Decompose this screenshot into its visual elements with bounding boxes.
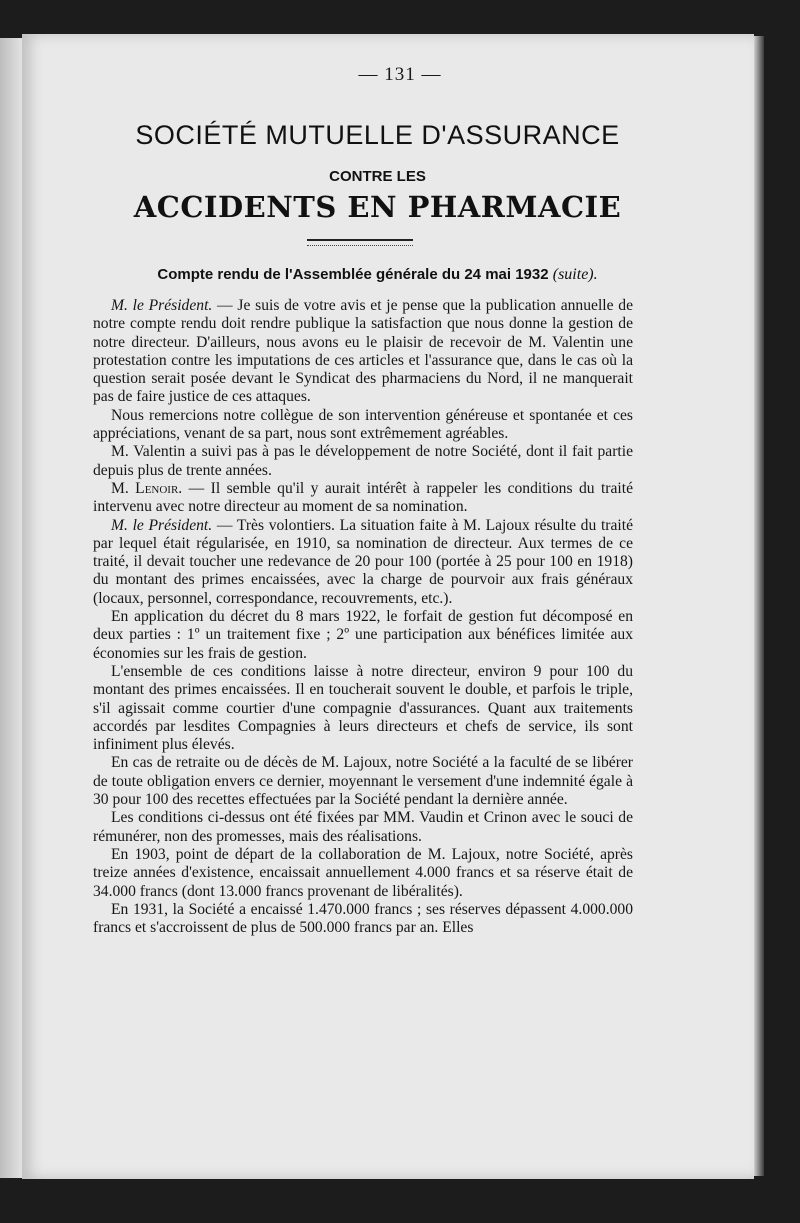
paragraph-text: En application du décret du 8 mars 1922, le forfait de gestion fut décomposé en deux parties : 1º un traitement fixe ; 2º une participation aux bénéfices limitée aux économies sur les frais de gestion.	[93, 608, 633, 662]
paragraph-text: En cas de retraite ou de décès de M. Lajoux, notre Société a la faculté de se libérer de toute obligation envers ce dernier, moyennant le versement d'une indemnité égale à 30 pour 100 des recettes effectuées par la Société pendant la dernière année.	[93, 754, 633, 809]
speaker-name: M. le Président.	[111, 516, 213, 534]
paragraph	[93, 809, 633, 846]
speaker-name: M. Lenoir.	[111, 479, 183, 497]
paragraph	[93, 608, 633, 663]
paragraph	[93, 407, 633, 444]
paragraph-text: M. Valentin a suivi pas à pas le développement de notre Société, dont il fait partie depuis plus de trente années.	[93, 443, 633, 479]
subtitle-suite: (suite).	[552, 266, 598, 283]
title-rule-divider	[307, 239, 413, 246]
paragraph	[93, 846, 633, 901]
paragraph	[93, 754, 633, 809]
paragraph-text: L'ensemble de ces conditions laisse à notre directeur, environ 9 pour 100 du montant des primes encaissées. Il en toucherait souvent le double, et parfois le triple, s'il agissait comme courtier d'une compagnie d'assurances. Quant aux traitements accordés par lesdites Compagnies à leurs directeurs et chefs de service, ils sont infiniment plus élevés.	[93, 662, 633, 754]
subtitle-text: Compte rendu de l'Assemblée générale du 24 mai 1932	[157, 266, 549, 283]
section-subtitle	[0, 266, 755, 284]
paragraph	[93, 517, 633, 608]
paragraph	[93, 297, 633, 407]
paragraph	[93, 901, 633, 938]
title-societe: SOCIÉTÉ MUTUELLE D'ASSURANCE	[135, 120, 620, 150]
paragraph-text: En 1903, point de départ de la collaboration de M. Lajoux, notre Société, après treize années d'existence, encaissait annuellement 4.000 francs et sa réserve était de 34.000 francs (dont 13.000 francs provenant de libéralités).	[93, 845, 633, 900]
page-edge-shadow	[754, 36, 764, 1176]
paragraph	[93, 480, 633, 517]
paragraph-text: Nous remercions notre collègue de son intervention généreuse et spontanée et ces appréciations, venant de sa part, nous sont extrêmement agréables.	[93, 406, 633, 443]
title-contre-les: CONTRE LES	[329, 168, 426, 185]
paragraph	[93, 443, 633, 480]
paragraph-text: Les conditions ci-dessus ont été fixées par MM. Vaudin et Crinon avec le souci de rémunérer, non des promesses, mais des réalisations.	[93, 809, 633, 845]
speaker-name: M. le Président.	[111, 297, 213, 314]
page-number: — 131 —	[358, 64, 442, 85]
paragraph-text: — Je suis de votre avis et je pense que la publication annuelle de notre compte rendu doit rendre publique la satisfaction que nous donne la gestion de notre directeur. D'ailleurs, nous avons eu le plaisir de recevoir de M. Valentin une protestation contre les imputations de ces articles et l'assurance que, dans le cas où la question serait posée devant le Syndicat des pharmaciens du Nord, il ne manquerait pas de faire justice de ces attaques.	[93, 297, 634, 406]
paragraph-text: En 1931, la Société a encaissé 1.470.000 francs ; ses réserves dépassent 4.000.000 francs et s'accroissent de plus de 500.000 francs par an. Elles	[93, 900, 633, 937]
article-body	[93, 297, 633, 937]
paragraph-text: — Très volontiers. La situation faite à M. Lajoux résulte du traité par lequel était régularisée, en 1910, sa nomination de directeur. Aux termes de ce traité, il devait toucher une redevance de 20 pour 100 (portée à 25 pour 100 en 1918) du montant des primes encaissées, avec la charge de pourvoir aux frais généraux (locaux, personnel, correspondance, recouvrements, etc.).	[93, 516, 633, 607]
title-accidents: ACCIDENTS EN PHARMACIE	[133, 190, 622, 224]
paragraph	[93, 663, 633, 754]
paragraph-text: — Il semble qu'il y aurait intérêt à rappeler les conditions du traité intervenu avec notre directeur au moment de sa nomination.	[93, 479, 633, 516]
